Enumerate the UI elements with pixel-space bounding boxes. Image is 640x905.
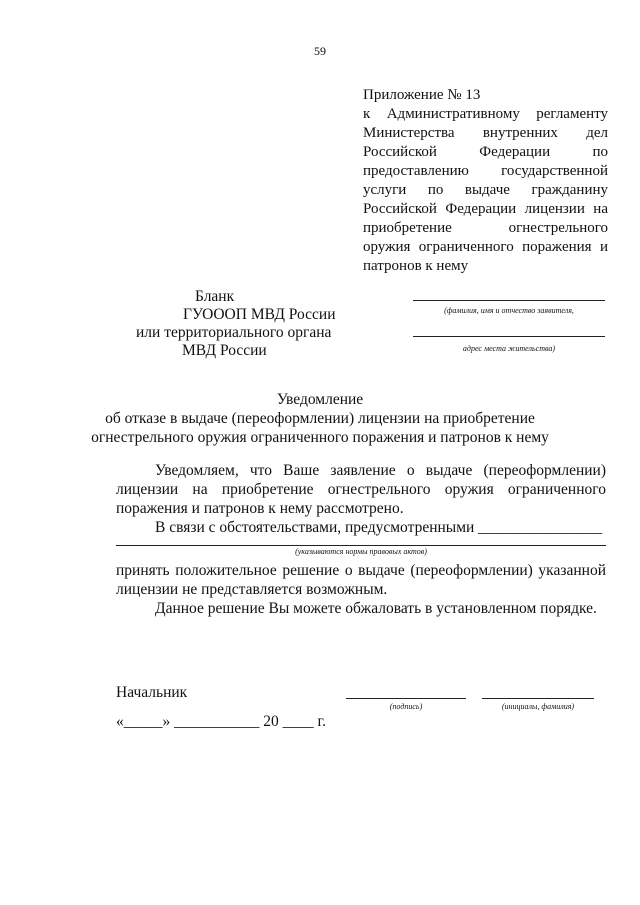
- appendix-block: [363, 86, 608, 276]
- body-line: поражения и патронов к нему рассмотрено.: [116, 500, 404, 517]
- body-line: лицензии на приобретение огнестрельного оружия ограниченного: [116, 481, 606, 498]
- initials-hint: (инициалы, фамилия): [501, 702, 575, 711]
- body-line: Данное решение Вы можете обжаловать в установленном порядке.: [155, 600, 597, 617]
- body-line: В связи с обстоятельствами, предусмотренными ________________: [155, 519, 603, 536]
- appendix-line: Российской Федерации по: [363, 144, 608, 160]
- signature-line[interactable]: [346, 698, 466, 699]
- notice-subtitle: об отказе в выдаче (переоформлении) лицензии на приобретение: [105, 410, 535, 427]
- applicant-name-hint: (фамилия, имя и отчество заявителя,: [444, 306, 574, 315]
- signature-hint: (подпись): [389, 702, 423, 711]
- applicant-address-hint: адрес места жительства): [462, 344, 556, 353]
- chief-label: Начальник: [116, 684, 188, 701]
- applicant-address-line[interactable]: [413, 336, 605, 337]
- initials-line[interactable]: [482, 698, 594, 699]
- form-blank-label: Бланк: [195, 288, 235, 305]
- page-number: 59: [314, 44, 326, 58]
- body-line: лицензии не представляется возможным.: [116, 581, 388, 598]
- legal-norms-line[interactable]: [116, 545, 606, 546]
- org-alt: или территориального органа: [136, 324, 332, 341]
- body-line: принять положительное решение о выдаче (переоформлении) указанной: [116, 562, 606, 579]
- date-line: «_____» ___________ 20 ____ г.: [116, 713, 326, 730]
- appendix-line: услуги по выдаче гражданину: [363, 182, 608, 198]
- legal-norms-hint: (указываются нормы правовых актов): [295, 547, 427, 556]
- appendix-line: Российской Федерации лицензии на: [363, 201, 608, 217]
- org-ministry: МВД России: [182, 342, 267, 359]
- appendix-line: Министерства внутренних дел: [363, 125, 608, 141]
- body-line: Уведомляем, что Ваше заявление о выдаче (переоформлении): [155, 462, 606, 479]
- applicant-name-line[interactable]: [413, 300, 605, 301]
- appendix-line: предоставлению государственной: [363, 163, 608, 179]
- notice-subtitle: огнестрельного оружия ограниченного поражения и патронов к нему: [91, 429, 549, 446]
- appendix-title: Приложение № 13: [363, 87, 481, 103]
- appendix-line: оружия ограниченного поражения и: [363, 239, 608, 255]
- notice-title: Уведомление: [276, 391, 364, 408]
- org-name: ГУОООП МВД России: [183, 306, 336, 323]
- appendix-line: приобретение огнестрельного: [363, 220, 608, 236]
- appendix-line: патронов к нему: [363, 258, 469, 274]
- appendix-line: к Административному регламенту: [363, 106, 608, 122]
